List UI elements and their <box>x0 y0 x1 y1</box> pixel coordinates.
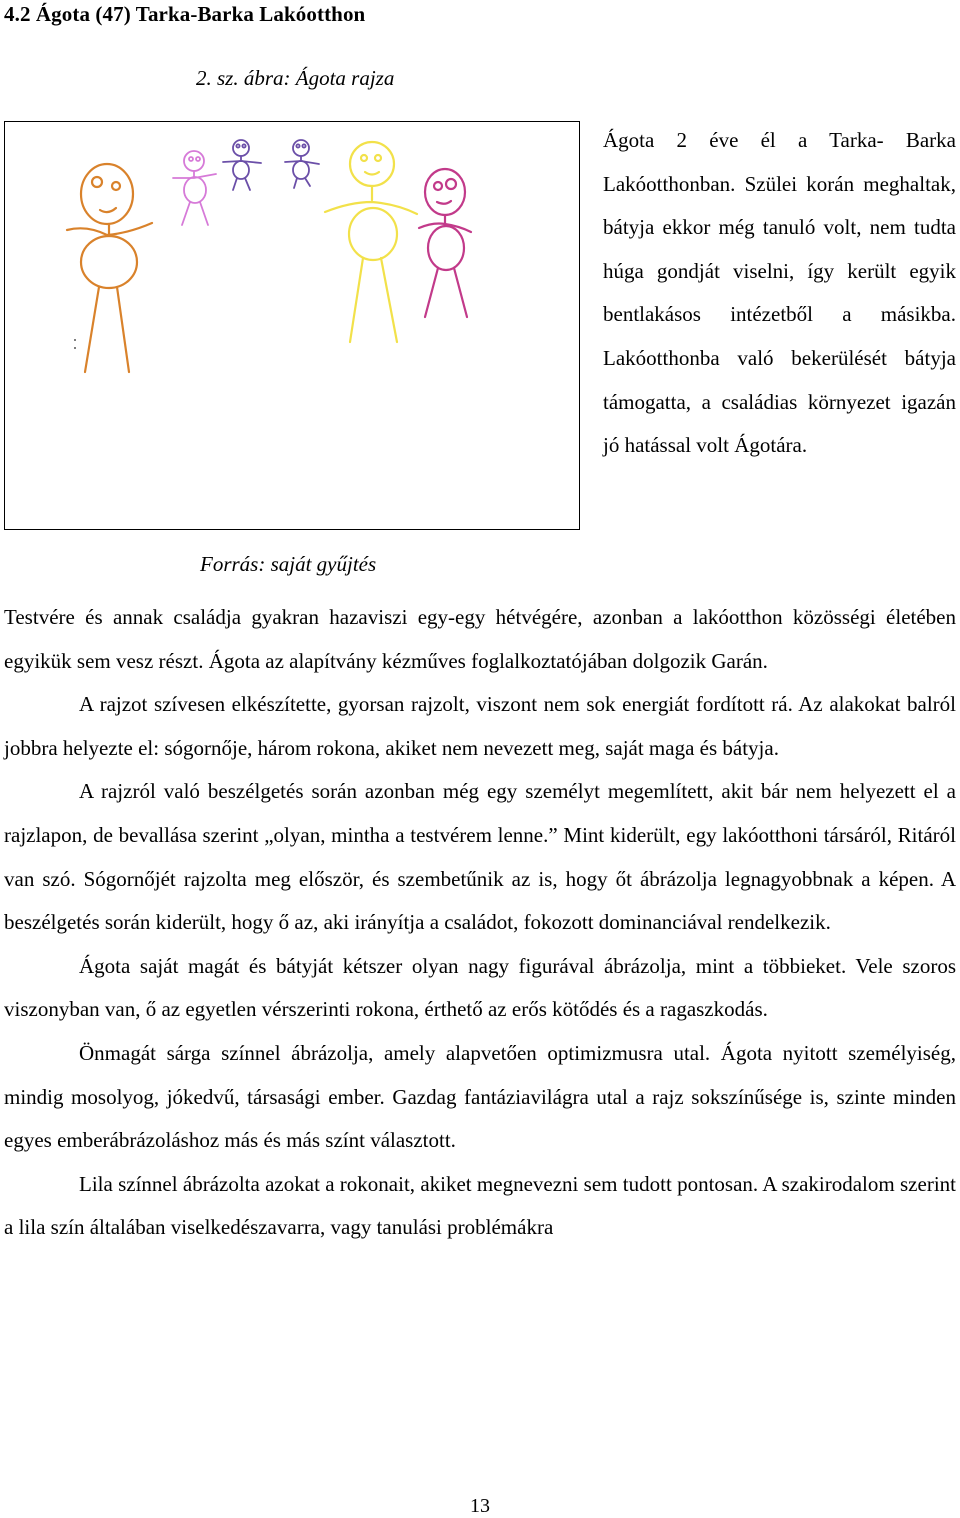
figure-purple-relative-2 <box>285 140 319 188</box>
figure-purple-relative <box>223 140 261 190</box>
child-drawing-figure <box>4 121 580 530</box>
section-heading: 4.2 Ágota (47) Tarka-Barka Lakóotthon <box>4 2 366 26</box>
figure-caption: 2. sz. ábra: Ágota rajza <box>196 66 395 90</box>
page-number: 13 <box>470 1495 490 1517</box>
figure-source: Forrás: saját gyűjtés <box>200 552 377 576</box>
stray-marks <box>74 339 76 349</box>
figure-magenta-brother <box>419 169 471 317</box>
figure-pink-relative <box>173 151 216 225</box>
paragraph-1: Testvére és annak családja gyakran hazaviszi egy-egy hétvégére, azonban a lakóotthon közösségi életében egyikük sem vesz részt. Ágota az alapítvány kézműves foglalkoztatójában dolgozik Garán. <box>4 605 956 673</box>
figure-orange-sister-in-law <box>67 164 152 372</box>
paragraph-2: A rajzot szívesen elkészítette, gyorsan rajzolt, viszont nem sok energiát fordított rá. Az alakokat balról jobbra helyezte el: sógornője, három rokona, akiket nem nevezett meg, saját maga és bátyja. <box>4 692 956 760</box>
paragraph-5: Önmagát sárga színnel ábrázolja, amely alapvetően optimizmusra utal. Ágota nyitott személyiség, mindig mosolyog, jókedvű, társasági ember. Gazdag fantáziavilágra utal a rajz sokszínűsége is, szinte minden egyes emberábrázoláshoz más és más színt választott. <box>4 1040 956 1153</box>
paragraph-6: Lila színnel ábrázolta azokat a rokonait, akiket megnevezni sem tudott pontosan. A szakirodalom szerint a lila szín általában viselkedészavarra, vagy tanulási problémákra <box>4 1171 956 1240</box>
drawing-illustration <box>5 122 581 531</box>
paragraph-4: Ágota saját magát és bátyját kétszer olyan nagy figurával ábrázolja, mint a többieket. Vele szoros viszonyban van, ő az egyetlen vérszerinti rokona, érthető az erős kötődés és a ragaszkodás. <box>4 953 956 1022</box>
side-paragraph: Ágota 2 éve él a Tarka- Barka Lakóotthonban. Szülei korán meghaltak, bátyja ekkor még tanuló volt, nem tudta húga gondját viselni, így került egyik bentlakásos intézetből a másikba. Lakóotthonba való bekerülését bátyja támogatta, a családias környezet igazán jó hatással volt Ágotára. <box>603 128 956 458</box>
figure-yellow-agota <box>325 142 417 342</box>
body-text <box>4 596 956 1250</box>
paragraph-3: A rajzról való beszélgetés során azonban még egy személyt megemlített, akit bár nem helyezett el a rajzlapon, de bevallása szerint „olyan, mintha a testvérem lenne.” Mint kiderült, egy lakóotthoni társáról, Ritáról van szó. Sógornőjét rajzolta meg először, és szembetűnik az is, hogy őt ábrázolja legnagyobbnak a képen. A beszélgetés során kiderült, hogy ő az, aki irányítja a családot, fokozott dominanciával rendelkezik. <box>4 779 956 935</box>
